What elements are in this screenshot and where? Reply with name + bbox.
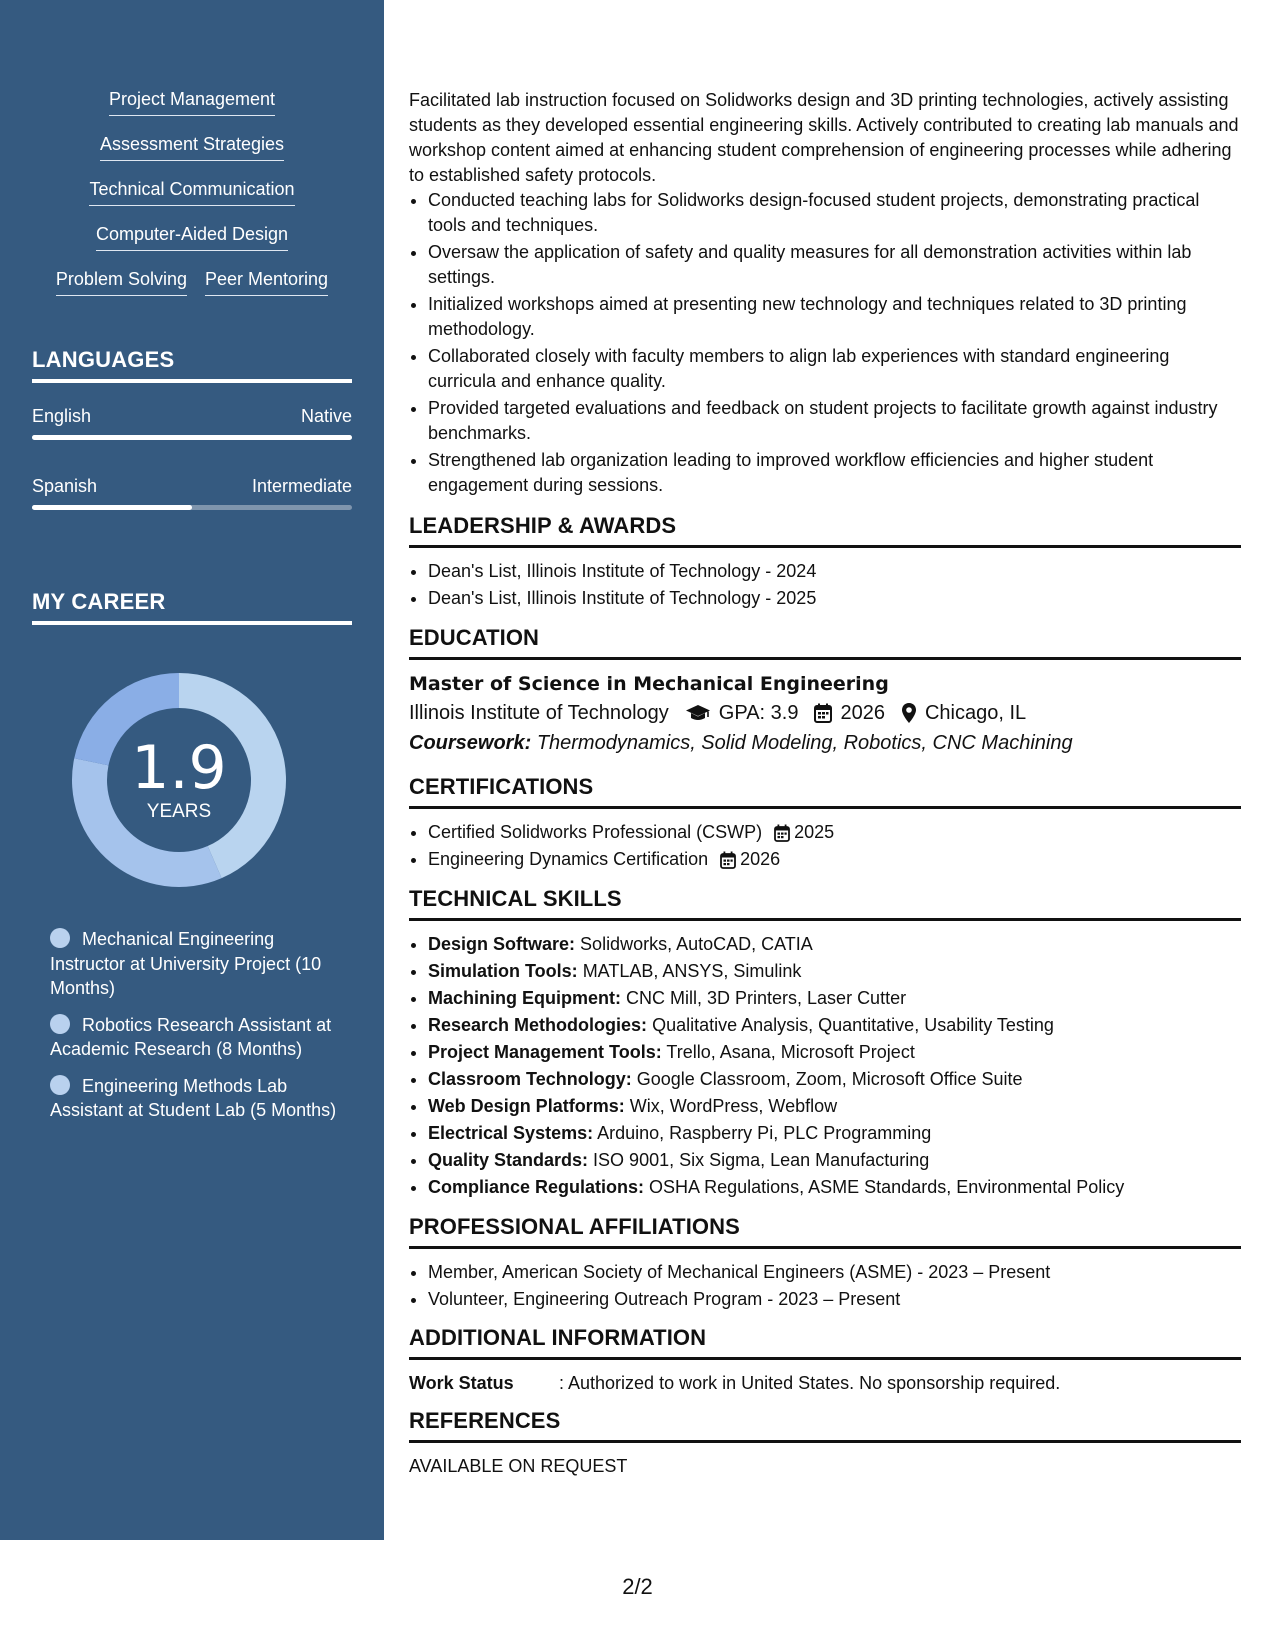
affiliations-section — [409, 1214, 1241, 1313]
graduation-cap-icon — [685, 703, 711, 723]
skill-tag: Technical Communication — [89, 178, 294, 206]
leadership-section — [409, 513, 1241, 612]
education-details — [409, 698, 1241, 728]
section-heading: PROFESSIONAL AFFILIATIONS — [409, 1214, 1241, 1249]
affiliations-list — [409, 1259, 1241, 1313]
technical-skill-item — [428, 1147, 1241, 1174]
bullet-dot-icon — [50, 1075, 70, 1095]
skill-category: Electrical Systems: — [428, 1123, 594, 1143]
experience-bullets — [409, 188, 1241, 498]
work-status — [409, 1370, 1241, 1396]
skill-tag: Assessment Strategies — [100, 133, 284, 161]
career-item-text: Robotics Research Assistant at Academic Research (8 Months) — [50, 1014, 332, 1059]
career-item-text: Mechanical Engineering Instructor at University Project (10 Months) — [50, 929, 322, 998]
language-bar-fill — [32, 435, 352, 440]
section-heading: CERTIFICATIONS — [409, 774, 1241, 809]
degree-title: Master of Science in Mechanical Engineering — [409, 673, 889, 695]
language-bar — [32, 435, 352, 440]
section-heading: EDUCATION — [409, 625, 1241, 660]
coursework-label: Coursework: — [409, 732, 532, 754]
section-heading: REFERENCES — [409, 1408, 1241, 1443]
skill-values: Google Classroom, Zoom, Microsoft Office Suite — [636, 1069, 1023, 1089]
skill-category: Design Software: — [428, 934, 576, 954]
calendar-icon — [814, 703, 832, 723]
career-total-unit: YEARS — [146, 801, 212, 822]
experience-bullet: • Initialized workshops aimed at presenting new technology and techniques related to 3D printing methodology. — [428, 292, 1241, 342]
section-heading: LEADERSHIP & AWARDS — [409, 513, 1241, 548]
experience-bullet: • Collaborated closely with faculty members to align lab experiences with standard engineering curricula and enhance quality. — [428, 344, 1241, 394]
affiliation-item: • Member, American Society of Mechanical Engineers (ASME) - 2023 – Present — [428, 1259, 1241, 1286]
skill-category: Research Methodologies: — [428, 1015, 648, 1035]
skill-category: Simulation Tools: — [428, 961, 578, 981]
work-status-value: : Authorized to work in United States. No sponsorship required. — [559, 1373, 1061, 1393]
career-heading: MY CAREER — [32, 589, 352, 625]
technical-skills-list — [409, 931, 1241, 1201]
language-bar-fill — [32, 505, 192, 510]
certification-year: 2026 — [740, 849, 781, 869]
language-name: Spanish — [32, 476, 98, 496]
skill-tag: Problem Solving — [56, 268, 187, 296]
technical-skills-section — [409, 886, 1241, 1201]
leadership-list — [409, 558, 1241, 612]
skill-row — [0, 223, 384, 251]
skill-values: Trello, Asana, Microsoft Project — [666, 1042, 915, 1062]
language-name: English — [32, 406, 92, 426]
language-level: Intermediate — [251, 476, 352, 496]
experience-bullet: • Conducted teaching labs for Solidworks design-focused student projects, demonstrating practical tools and techniques. — [428, 188, 1241, 238]
skill-tag: Peer Mentoring — [205, 268, 328, 296]
certification-row — [428, 846, 780, 873]
skill-tags — [0, 88, 384, 313]
calendar-icon — [774, 824, 790, 842]
bullet-dot-icon — [50, 928, 70, 948]
page-number: 2/2 — [622, 1574, 653, 1599]
work-status-label: Work Status — [409, 1373, 514, 1393]
skill-category: Classroom Technology: — [428, 1069, 632, 1089]
skill-row — [0, 178, 384, 206]
section-heading: TECHNICAL SKILLS — [409, 886, 1241, 921]
technical-skill-item — [428, 1120, 1241, 1147]
skill-values: ISO 9001, Six Sigma, Lean Manufacturing — [593, 1150, 930, 1170]
bullet-dot-icon — [50, 1014, 70, 1034]
certifications-section — [409, 774, 1241, 873]
experience-bullet: • Oversaw the application of safety and quality measures for all demonstration activities within lab settings. — [428, 240, 1241, 290]
graduation-year: 2026 — [840, 702, 885, 724]
certification-item — [428, 819, 1241, 846]
gpa: GPA: 3.9 — [718, 702, 799, 724]
coursework-list: Thermodynamics, Solid Modeling, Robotics, CNC Machining — [536, 732, 1073, 754]
career-item-text: Engineering Methods Lab Assistant at Student Lab (5 Months) — [50, 1075, 337, 1120]
certifications-list — [409, 819, 1241, 873]
technical-skill-item — [428, 1039, 1241, 1066]
coursework — [409, 728, 1241, 758]
experience-summary: Facilitated lab instruction focused on Solidworks design and 3D printing technologies, actively assisting students as they developed essential engineering skills. Actively contributed to creating lab manuals and workshop content aimed at enhancing student comprehension of engineering processes while adhering to established safety protocols. — [409, 90, 1239, 185]
award-item: • Dean's List, Illinois Institute of Technology - 2025 — [428, 585, 1241, 612]
career-total — [66, 667, 292, 893]
career-list — [50, 927, 340, 1135]
skill-category: Project Management Tools: — [428, 1042, 662, 1062]
experience-bullet: • Provided targeted evaluations and feedback on student projects to facilitate growth against industry benchmarks. — [428, 396, 1241, 446]
technical-skill-item — [428, 1174, 1241, 1201]
technical-skill-item — [428, 1066, 1241, 1093]
language-bar — [32, 505, 352, 510]
certification-year: 2025 — [794, 822, 835, 842]
career-item — [50, 1074, 340, 1123]
skill-tag: Project Management — [109, 88, 275, 116]
skill-category: Machining Equipment: — [428, 988, 621, 1008]
skill-row — [0, 133, 384, 161]
school-location: Chicago, IL — [924, 702, 1027, 724]
language-english — [32, 405, 352, 440]
skill-category: Web Design Platforms: — [428, 1096, 625, 1116]
skill-values: MATLAB, ANSYS, Simulink — [582, 961, 802, 981]
location-pin-icon — [901, 702, 917, 724]
certification-name: • Certified Solidworks Professional (CSWP) — [428, 822, 763, 842]
skill-values: Arduino, Raspberry Pi, PLC Programming — [597, 1123, 932, 1143]
skill-tag: Computer-Aided Design — [96, 223, 288, 251]
career-total-value: 1.9 — [131, 733, 227, 803]
skill-row — [0, 88, 384, 116]
language-level: Native — [300, 406, 352, 426]
skill-values: Wix, WordPress, Webflow — [629, 1096, 838, 1116]
career-item — [50, 1013, 340, 1062]
technical-skill-item — [428, 1012, 1241, 1039]
skill-row — [0, 268, 384, 296]
affiliation-item: • Volunteer, Engineering Outreach Program - 2023 – Present — [428, 1286, 1241, 1313]
language-spanish — [32, 475, 352, 510]
skill-values: Qualitative Analysis, Quantitative, Usability Testing — [652, 1015, 1054, 1035]
certification-item — [428, 846, 1241, 873]
technical-skill-item — [428, 958, 1241, 985]
section-heading: ADDITIONAL INFORMATION — [409, 1325, 1241, 1360]
certification-name: • Engineering Dynamics Certification — [428, 849, 709, 869]
technical-skill-item — [428, 985, 1241, 1012]
skill-category: Compliance Regulations: — [428, 1177, 645, 1197]
sidebar — [0, 0, 384, 1540]
skill-values: Solidworks, AutoCAD, CATIA — [580, 934, 813, 954]
skill-values: OSHA Regulations, ASME Standards, Environmental Policy — [649, 1177, 1125, 1197]
experience-bullet: • Strengthened lab organization leading to improved workflow efficiencies and higher student engagement during sessions. — [428, 448, 1241, 498]
school-name: Illinois Institute of Technology — [409, 702, 669, 724]
experience-block — [409, 88, 1241, 500]
certification-row — [428, 819, 834, 846]
skill-values: CNC Mill, 3D Printers, Laser Cutter — [626, 988, 907, 1008]
career-item — [50, 927, 340, 1001]
technical-skill-item — [428, 1093, 1241, 1120]
languages-heading: LANGUAGES — [32, 347, 352, 383]
references-text: AVAILABLE ON REQUEST — [409, 1456, 628, 1476]
skill-category: Quality Standards: — [428, 1150, 589, 1170]
additional-info-section — [409, 1325, 1241, 1396]
calendar-icon — [720, 851, 736, 869]
technical-skill-item — [428, 931, 1241, 958]
award-item: • Dean's List, Illinois Institute of Technology - 2024 — [428, 558, 1241, 585]
education-section — [409, 625, 1241, 758]
references-section — [409, 1408, 1241, 1479]
